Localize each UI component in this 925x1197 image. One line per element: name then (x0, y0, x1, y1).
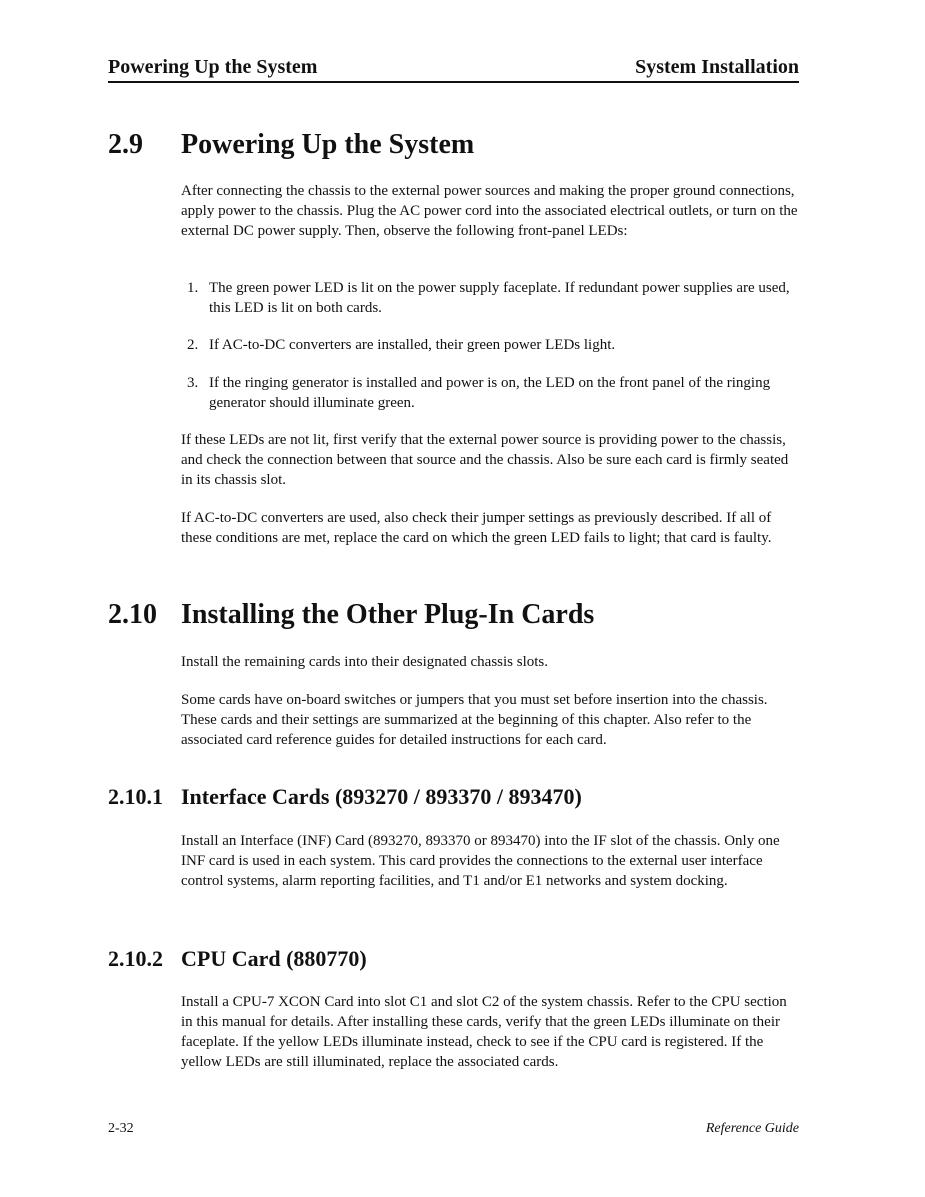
list-item-number: 3. (187, 375, 199, 391)
section-title: Installing the Other Plug-In Cards (181, 599, 595, 630)
section-2-9-intro: After connecting the chassis to the external power sources and making the proper ground connections, apply power to the chassis. Plug the AC power cord into the associated electrical outlets, or turn on the external DC power supply. Then, observe the following front-panel LEDs: (181, 183, 798, 239)
section-number: 2.10.1 (108, 784, 163, 809)
header-section-title: System Installation (635, 56, 799, 78)
running-header (108, 56, 799, 83)
section-2-10-heading (108, 598, 594, 632)
section-number: 2.10.2 (108, 946, 163, 971)
list-item-text: The green power LED is lit on the power supply faceplate. If redundant power supplies are used, this LED is lit on both cards. (209, 280, 790, 316)
section-2-10-2-heading (108, 945, 367, 973)
section-2-10-1-heading (108, 783, 582, 811)
list-item (187, 278, 801, 318)
section-2-9-paragraph-3: If AC-to-DC converters are used, also check their jumper settings as previously described. If all of these conditions are met, replace the card on which the green LED fails to light; that card is faulty. (181, 510, 772, 546)
section-2-9-paragraph-2: If these LEDs are not lit, first verify that the external power source is providing power to the chassis, and check the connection between that source and the chassis. Also be sure each card is firmly seated in its chassis slot. (181, 432, 789, 488)
section-2-10-2-paragraph: Install a CPU-7 XCON Card into slot C1 and slot C2 of the system chassis. Refer to the CPU section in this manual for details. After installing these cards, verify that the green LEDs illuminate on their faceplate. If the yellow LEDs illuminate instead, check to see if the CPU card is registered. If the yellow LEDs are still illuminated, replace the associated cards. (181, 994, 787, 1070)
section-title: CPU Card (880770) (181, 946, 367, 971)
header-chapter-title: Powering Up the System (108, 56, 318, 78)
section-2-9-heading (108, 128, 474, 162)
section-2-10-paragraph-1: Install the remaining cards into their designated chassis slots. (181, 654, 549, 670)
list-item (187, 335, 801, 355)
section-number: 2.10 (108, 599, 157, 630)
section-2-10-1-paragraph: Install an Interface (INF) Card (893270, 893370 or 893470) into the IF slot of the chassis. Only one INF card is used in each system. This card provides the connections to the external user interface control systems, alarm reporting facilities, and T1 and/or E1 networks and system docking. (181, 833, 780, 889)
page-number: 2-32 (108, 1121, 134, 1136)
section-title: Powering Up the System (181, 129, 475, 160)
list-item (187, 373, 801, 413)
list-item-number: 2. (187, 337, 199, 353)
section-2-10-paragraph-2: Some cards have on-board switches or jumpers that you must set before insertion into the chassis. These cards and their settings are summarized at the beginning of this chapter. Also refer to the associated card reference guides for detailed instructions for each card. (181, 692, 768, 748)
list-item-text: If the ringing generator is installed and power is on, the LED on the front panel of the ringing generator should illuminate green. (209, 375, 771, 411)
footer-guide-title: Reference Guide (705, 1121, 799, 1136)
section-title: Interface Cards (893270 / 893370 / 893470) (181, 784, 582, 809)
list-item-number: 1. (187, 280, 199, 296)
list-item-text: If AC-to-DC converters are installed, their green power LEDs light. (209, 337, 616, 353)
section-number: 2.9 (108, 129, 143, 160)
